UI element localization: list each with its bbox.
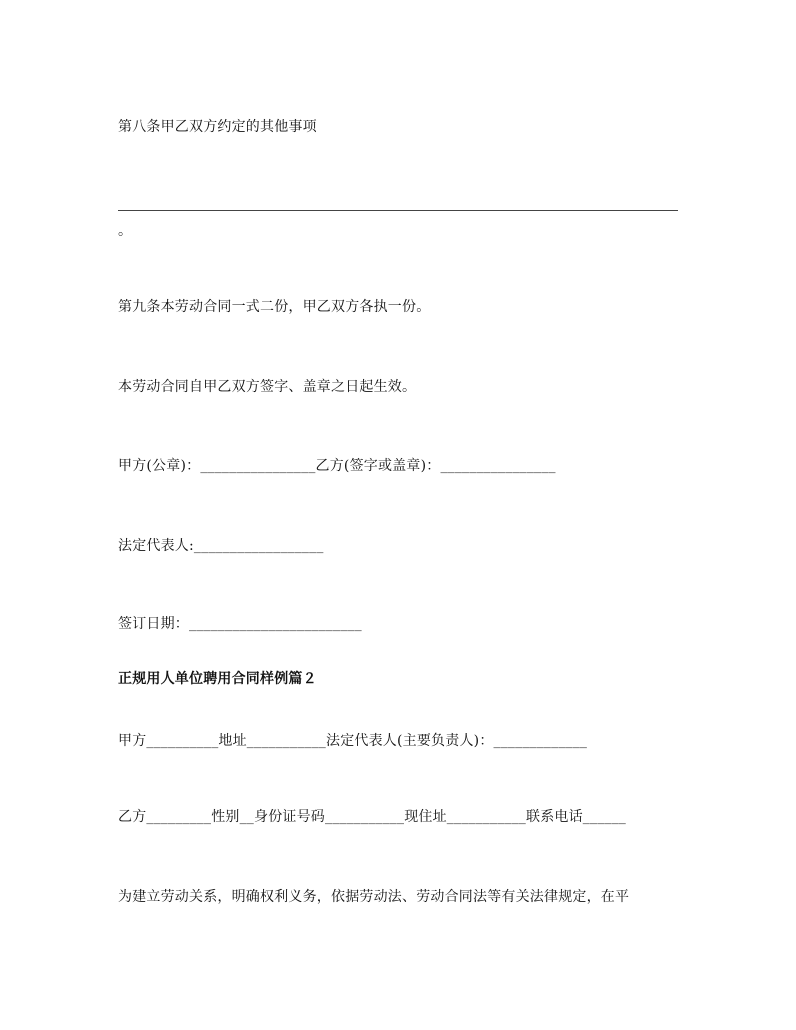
effect-clause: 本劳动合同自甲乙双方签字、盖章之日起生效。: [118, 379, 417, 395]
section-heading: 正规用人单位聘用合同样例篇２: [118, 671, 317, 687]
article-8-end: 。: [118, 223, 133, 239]
fill-in-rule: [118, 210, 678, 211]
article-9-text: 第九条本劳动合同一式二份，甲乙双方各执一份。: [118, 299, 431, 315]
legal-representative-line: 法定代表人:__________________: [118, 538, 324, 554]
signing-date-line: 签订日期：________________________: [118, 616, 362, 632]
signature-line: 甲方(公章)：________________乙方(签字或盖章)：________________: [118, 458, 556, 474]
party-b-line: 乙方_________性别__身份证号码___________现住址___________联系电话______: [118, 809, 626, 825]
article-8-text: 第八条甲乙双方约定的其他事项: [118, 119, 317, 135]
party-a-line: 甲方__________地址___________法定代表人(主要负责人)：_____________: [118, 733, 588, 749]
purpose-paragraph: 为建立劳动关系，明确权利义务，依据劳动法、劳动合同法等有关法律规定，在平: [118, 889, 630, 905]
